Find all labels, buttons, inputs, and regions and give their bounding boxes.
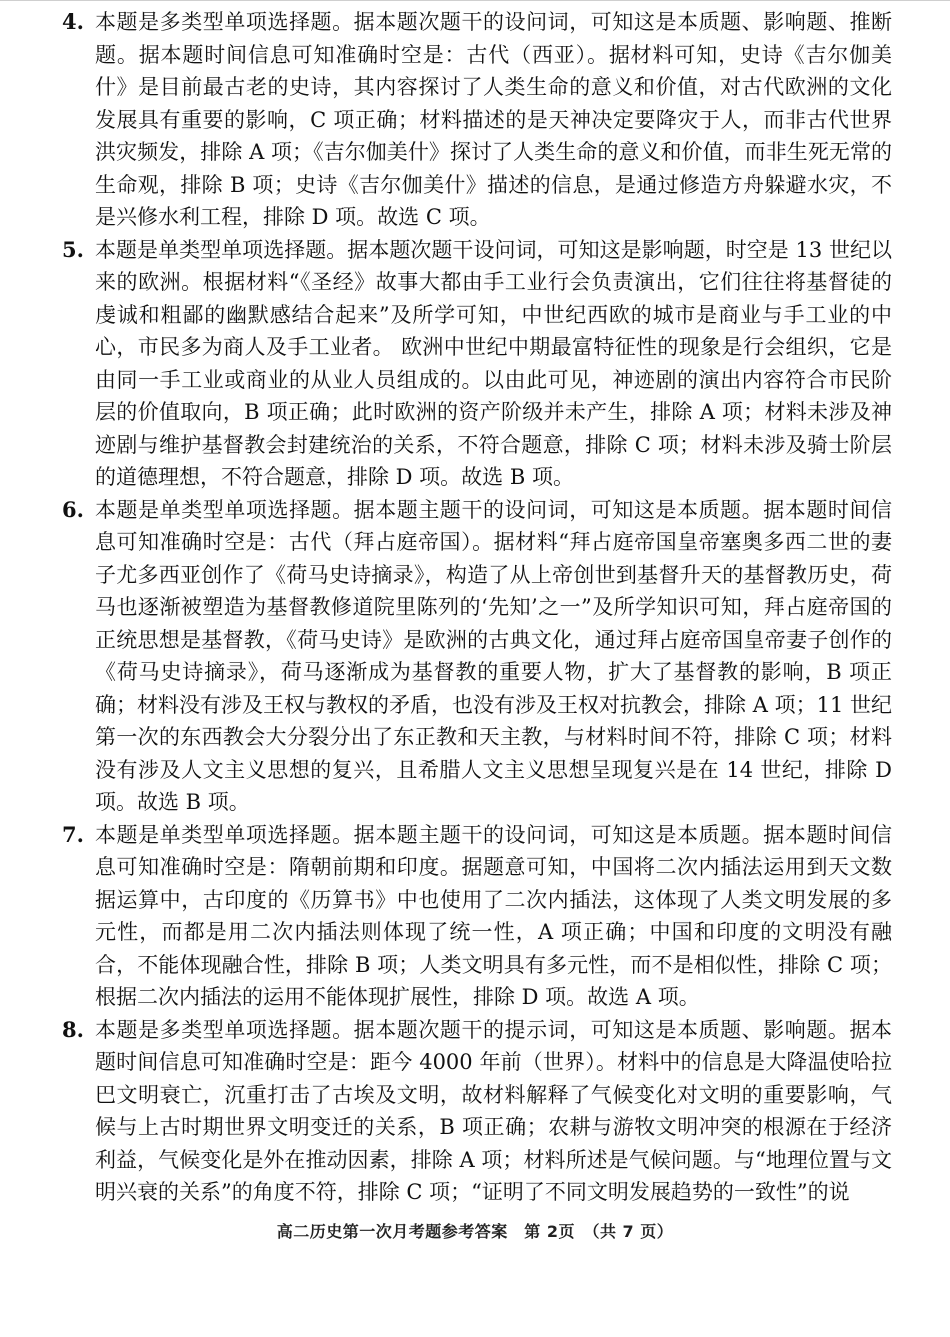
answer-item-6: [62, 494, 892, 819]
page-footer: 高二历史第一次月考题参考答案 第 2页 （共 7 页）: [276, 1222, 674, 1241]
answer-number: 4.: [62, 9, 84, 34]
answer-text: 本题是单类型单项选择题。据本题主题干的设问词，可知这是本质题。据本题时间信息可知准确时空是：古代（拜占庭帝国）。据材料“拜占庭帝国皇帝塞奥多西二世的妻子尤多西亚创作了《荷马史诗摘录》，构造了从上帝创世到基督升天的基督教历史，荷马也逐渐被塑造为基督教修道院里陈列的‘先知’之一”及所学知识可知，拜占庭帝国的正统思想是基督教，《荷马史诗》是欧洲的古典文化，通过拜占庭帝国皇帝妻子创作的《荷马史诗摘录》，荷马逐渐成为基督教的重要人物，扩大了基督教的影响，B 项正确；材料没有涉及王权与教权的矛盾，也没有涉及王权对抗教会，排除 A 项；11 世纪第一次的东西教会大分裂分出了东正教和天主教，与材料时间不符，排除 C 项；材料没有涉及人文主义思想的复兴，且希腊人文主义思想呈现复兴是在 14 世纪，排除 D 项。故选 B 项。: [95, 497, 892, 814]
answer-text: 本题是多类型单项选择题。据本题次题干的设问词，可知这是本质题、影响题、推断题。据本题时间信息可知准确时空是：古代（西亚）。据材料可知，史诗《吉尔伽美什》是目前最古老的史诗，其内容探讨了人类生命的意义和价值，对古代欧洲的文化发展具有重要的影响，C 项正确；材料描述的是天神决定要降灾于人，而非古代世界洪灾频发，排除 A 项；《吉尔伽美什》探讨了人类生命的意义和价值，而非生死无常的生命观，排除 B 项；史诗《吉尔伽美什》描述的信息，是通过修造方舟躲避水灾，不是兴修水利工程，排除 D 项。故选 C 项。: [95, 10, 892, 229]
answer-text: 本题是单类型单项选择题。据本题次题干设问词，可知这是影响题，时空是 13 世纪以来的欧洲。根据材料“《圣经》故事大都由手工业行会负责演出，它们往往将基督徒的虔诚和粗鄙的幽默感结合起来”及所学可知，中世纪西欧的城市是商业与手工业的中心，市民多为商人及手工业者。 欧洲中世纪中期最富特征性的现象是行会组织，它是由同一手工业或商业的从业人员组成的。以由此可见，神迹剧的演出内容符合市民阶层的价值取向，B 项正确；此时欧洲的资产阶级并未产生，排除 A 项；材料未涉及神迹剧与维护基督教会封建统治的关系，不符合题意，排除 C 项；材料未涉及骑士阶层的道德理想，不符合题意，排除 D 项。故选 B 项。: [95, 237, 892, 489]
answer-item-8: [62, 1014, 892, 1209]
answer-text: 本题是多类型单项选择题。据本题次题干的提示词，可知这是本质题、影响题。据本题时间信息可知准确时空是：距今 4000 年前（世界）。材料中的信息是大降温使哈拉巴文明衰亡，沉重打击了古埃及文明，故材料解释了气候变化对文明的重要影响，气候与上古时期世界文明变迁的关系，B 项正确；农耕与游牧文明冲突的根源在于经济利益，气候变化是外在推动因素，排除 A 项；材料所述是气候问题。与“地理位置与文明兴衰的关系”的角度不符，排除 C 项；“证明了不同文明发展趋势的一致性”的说: [95, 1017, 892, 1204]
answer-list: [62, 6, 892, 1209]
answer-item-5: [62, 234, 892, 494]
answer-number: 6.: [62, 496, 84, 522]
answer-text: 本题是单类型单项选择题。据本题主题干的设问词，可知这是本质题。据本题时间信息可知准确时空是：隋朝前期和印度。据题意可知，中国将二次内插法运用到天文数据运算中，古印度的《历算书》中也使用了二次内插法，这体现了人类文明发展的多元性，而都是用二次内插法则体现了统一性，A 项正确；中国和印度的文明没有融合，不能体现融合性，排除 B 项；人类文明具有多元性，而不是相似性，排除 C 项；根据二次内插法的运用不能体现扩展性，排除 D 项。故选 A 项。: [95, 822, 892, 1009]
answer-number: 8.: [62, 1016, 84, 1042]
answer-number: 5.: [62, 236, 84, 262]
answer-item-4: [62, 6, 892, 234]
answer-number: 7.: [62, 821, 84, 847]
answer-item-7: [62, 819, 892, 1014]
